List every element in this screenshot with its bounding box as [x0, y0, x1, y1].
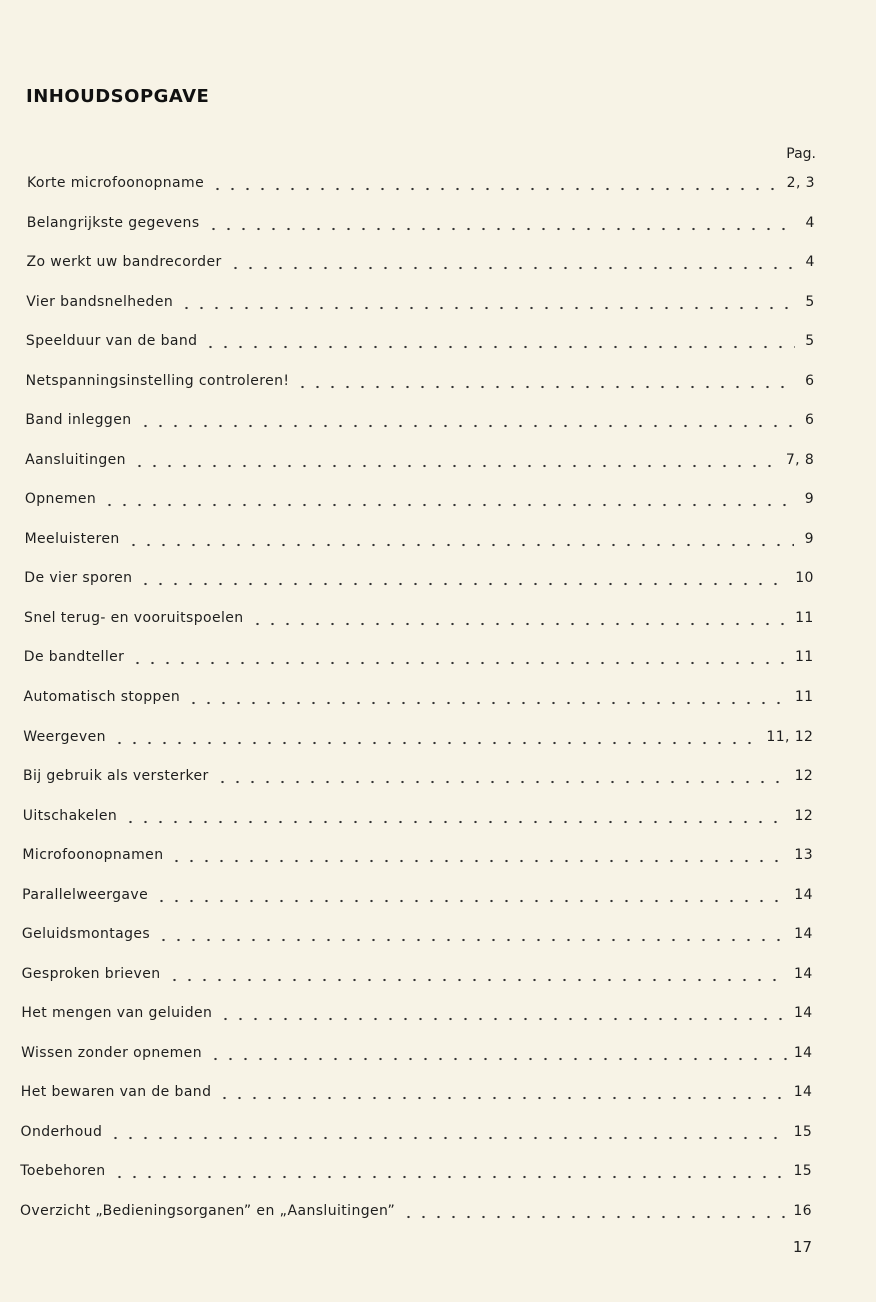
toc-entry-page: 2, 3	[786, 175, 815, 191]
toc-entry	[23, 729, 813, 749]
dot-leader	[217, 1096, 787, 1100]
dot-leader	[126, 543, 794, 547]
toc-entry	[25, 452, 814, 472]
toc-entry	[27, 175, 815, 195]
toc-entry-title: Microfoonopnamen	[22, 847, 164, 864]
toc-entry-page: 4	[805, 254, 815, 271]
toc-entry-page: 14	[794, 886, 813, 903]
toc-entry-page: 5	[805, 333, 815, 350]
dot-leader	[401, 1215, 787, 1219]
toc-entry	[21, 1045, 812, 1065]
toc-entry-page: 14	[794, 965, 813, 982]
toc-entry	[22, 966, 813, 986]
toc-entry-title: Het bewaren van de band	[20, 1084, 212, 1101]
toc-entry-page: 14	[794, 926, 813, 943]
toc-entry-title: Overzicht „Bedieningsorganen” en „Aansluitingen”	[20, 1203, 396, 1219]
dot-leader	[138, 424, 795, 428]
page-number: 17	[792, 1238, 812, 1256]
dot-leader	[295, 385, 794, 389]
toc-entry-page: 5	[805, 293, 815, 310]
toc-entry-page: 6	[804, 412, 815, 429]
toc-entry	[24, 649, 814, 669]
dot-leader	[138, 582, 789, 586]
toc-entry	[25, 412, 814, 432]
dot-leader	[123, 820, 788, 824]
toc-entry	[26, 373, 815, 393]
toc-entry-title: Het mengen van geluiden	[21, 1005, 213, 1022]
toc-entry	[22, 926, 813, 946]
toc-entry-page: 11	[795, 609, 814, 626]
toc-entry	[24, 689, 814, 709]
toc-entry-page: 4	[805, 214, 815, 231]
toc-entry	[22, 847, 813, 867]
toc-entry	[25, 531, 814, 551]
toc-entry-title: Parallelweergave	[22, 886, 149, 903]
toc-entry-title: Snel terug- en vooruitspoelen	[24, 609, 244, 626]
toc-entry-page: 15	[793, 1163, 813, 1180]
toc-entry-page: 14	[793, 1005, 813, 1022]
toc-entry-page: 11	[794, 689, 814, 705]
dot-leader	[206, 227, 795, 231]
toc-entry-title: De vier sporen	[24, 570, 133, 587]
toc-entry-page: 11, 12	[766, 728, 814, 745]
toc-entry-page: 11	[794, 649, 814, 666]
toc-entry-title: Netspanningsinstelling controleren!	[25, 372, 290, 389]
dot-leader	[203, 345, 794, 349]
toc-entry-page: 14	[793, 1084, 813, 1101]
dot-leader	[108, 1136, 787, 1140]
toc-entry-title: Aansluitingen	[25, 451, 126, 468]
toc-entry-page: 9	[804, 530, 814, 547]
toc-entry-title: Vier bandsnelheden	[26, 293, 174, 310]
dot-leader	[156, 938, 788, 942]
toc-entry-title: Geluidsmontages	[21, 926, 151, 943]
toc-entry	[20, 1163, 812, 1183]
toc-entry-page: 14	[793, 1044, 813, 1061]
toc-entry-title: Gesproken brieven	[21, 965, 161, 982]
toc-entry-title: Meeluisteren	[24, 530, 120, 547]
dot-leader	[154, 899, 788, 903]
page-title: INHOUDSOPGAVE	[26, 86, 210, 107]
toc-entry	[27, 215, 815, 235]
dot-leader	[179, 306, 795, 310]
toc-entry	[20, 1203, 812, 1223]
toc-entry	[23, 808, 813, 828]
toc-entry	[24, 570, 814, 590]
toc-entry-title: Wissen zonder opnemen	[21, 1044, 202, 1061]
toc-entry-title: Automatisch stoppen	[23, 689, 181, 705]
toc-entry	[25, 491, 814, 511]
toc-entry-title: Weergeven	[23, 728, 106, 745]
toc-entry	[26, 254, 814, 274]
toc-entry-title: Band inleggen	[25, 412, 132, 429]
toc-entry	[24, 610, 814, 630]
toc-entry	[23, 768, 813, 788]
toc-entry-title: Speelduur van de band	[25, 333, 198, 350]
toc-entry-page: 9	[804, 491, 815, 508]
toc-entry-title: Opnemen	[24, 491, 97, 508]
toc-entry-page: 6	[805, 372, 815, 389]
dot-leader	[112, 1175, 788, 1179]
toc-entry-title: Bij gebruik als versterker	[22, 768, 209, 785]
dot-leader	[169, 859, 788, 863]
toc-entry	[21, 1084, 813, 1104]
page-column-header: Pag.	[786, 146, 816, 162]
toc-entry-title: Toebehoren	[20, 1163, 106, 1180]
toc-entry	[21, 1124, 813, 1144]
dot-leader	[167, 978, 789, 982]
toc-entry	[26, 333, 815, 353]
dot-leader	[228, 266, 795, 270]
toc-entry	[26, 294, 814, 314]
dot-leader	[215, 780, 789, 784]
toc-entry	[22, 887, 813, 907]
toc-entry-page: 13	[794, 847, 814, 864]
toc-entry-title: Onderhoud	[20, 1123, 103, 1140]
toc-entry-title: Zo werkt uw bandrecorder	[26, 254, 222, 271]
dot-leader	[130, 661, 789, 665]
dot-leader	[132, 464, 780, 468]
dot-leader	[210, 187, 781, 191]
toc-entry-page: 12	[794, 768, 814, 785]
dot-leader	[208, 1057, 788, 1061]
dot-leader	[112, 741, 761, 745]
toc-entry-title: De bandteller	[23, 649, 125, 666]
toc-entry-page: 16	[793, 1203, 812, 1219]
toc-entry-title: Uitschakelen	[22, 807, 118, 824]
toc-entry-title: Korte microfoonopname	[27, 175, 205, 191]
toc-entry-page: 7, 8	[785, 451, 815, 468]
toc-entry-page: 10	[795, 570, 814, 587]
toc-entry-title: Belangrijkste gegevens	[26, 214, 200, 231]
dot-leader	[218, 1017, 788, 1021]
toc-entry-page: 12	[794, 807, 814, 824]
toc-entry	[21, 1005, 812, 1025]
dot-leader	[102, 503, 794, 507]
dot-leader	[186, 701, 789, 705]
dot-leader	[250, 622, 790, 626]
toc-entry-page: 15	[793, 1123, 813, 1140]
